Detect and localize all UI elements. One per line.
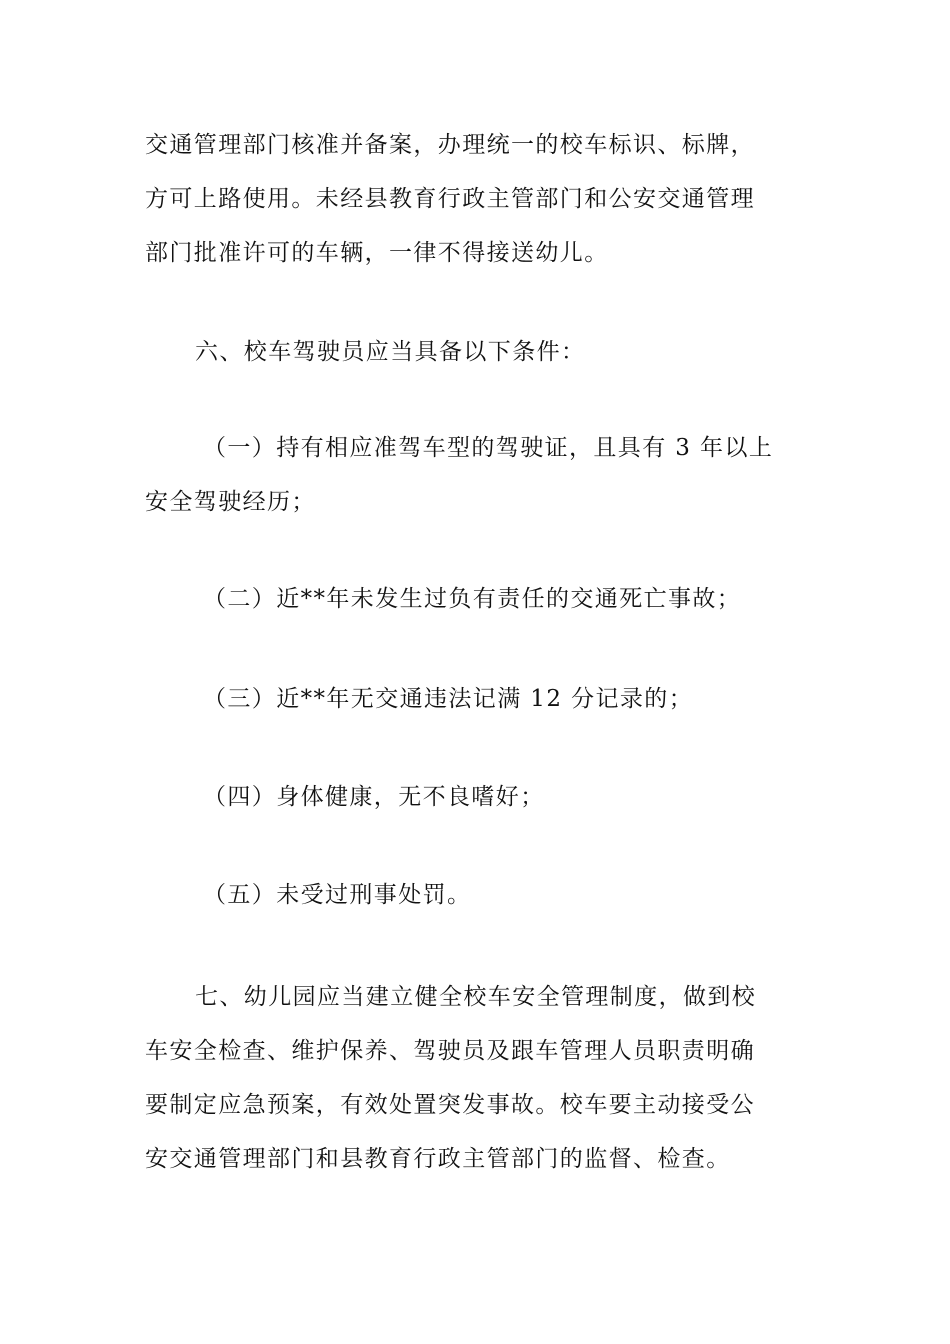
- condition-item-5: [145, 868, 810, 922]
- text-line: 车安全检查、维护保养、驾驶员及跟车管理人员职责明确: [145, 1038, 755, 1064]
- text-line: 安交通管理部门和县教育行政主管部门的监督、检查。: [145, 1146, 731, 1172]
- text-line: 七、幼儿园应当建立健全校车安全管理制度，做到校: [195, 984, 757, 1010]
- text-line: （五）未受过刑事处罚。: [203, 882, 472, 908]
- paragraph-continued: [145, 118, 810, 280]
- condition-item-4: [145, 770, 810, 824]
- text-line: 安全驾驶经历；: [145, 489, 316, 515]
- condition-item-2: [145, 572, 810, 626]
- text-line: 方可上路使用。未经县教育行政主管部门和公安交通管理: [145, 186, 755, 212]
- condition-item-1: [145, 421, 810, 529]
- text-line: 交通管理部门核准并备案，办理统一的校车标识、标牌，: [145, 132, 755, 158]
- heading-line: 六、校车驾驶员应当具备以下条件：: [195, 339, 586, 365]
- text-line: （四）身体健康，无不良嗜好；: [203, 784, 545, 810]
- text-line: （一）持有相应准驾车型的驾驶证，且具有 3 年以上: [203, 435, 774, 461]
- text-line: 要制定应急预案，有效处置突发事故。校车要主动接受公: [145, 1092, 755, 1118]
- text-line: （三）近**年无交通违法记满 12 分记录的；: [203, 686, 694, 712]
- text-line: （二）近**年未发生过负有责任的交通死亡事故；: [203, 586, 742, 612]
- section-seven-paragraph: [145, 970, 810, 1186]
- text-line: 部门批准许可的车辆，一律不得接送幼儿。: [145, 240, 609, 266]
- section-six-heading: [145, 325, 810, 379]
- condition-item-3: [145, 672, 810, 726]
